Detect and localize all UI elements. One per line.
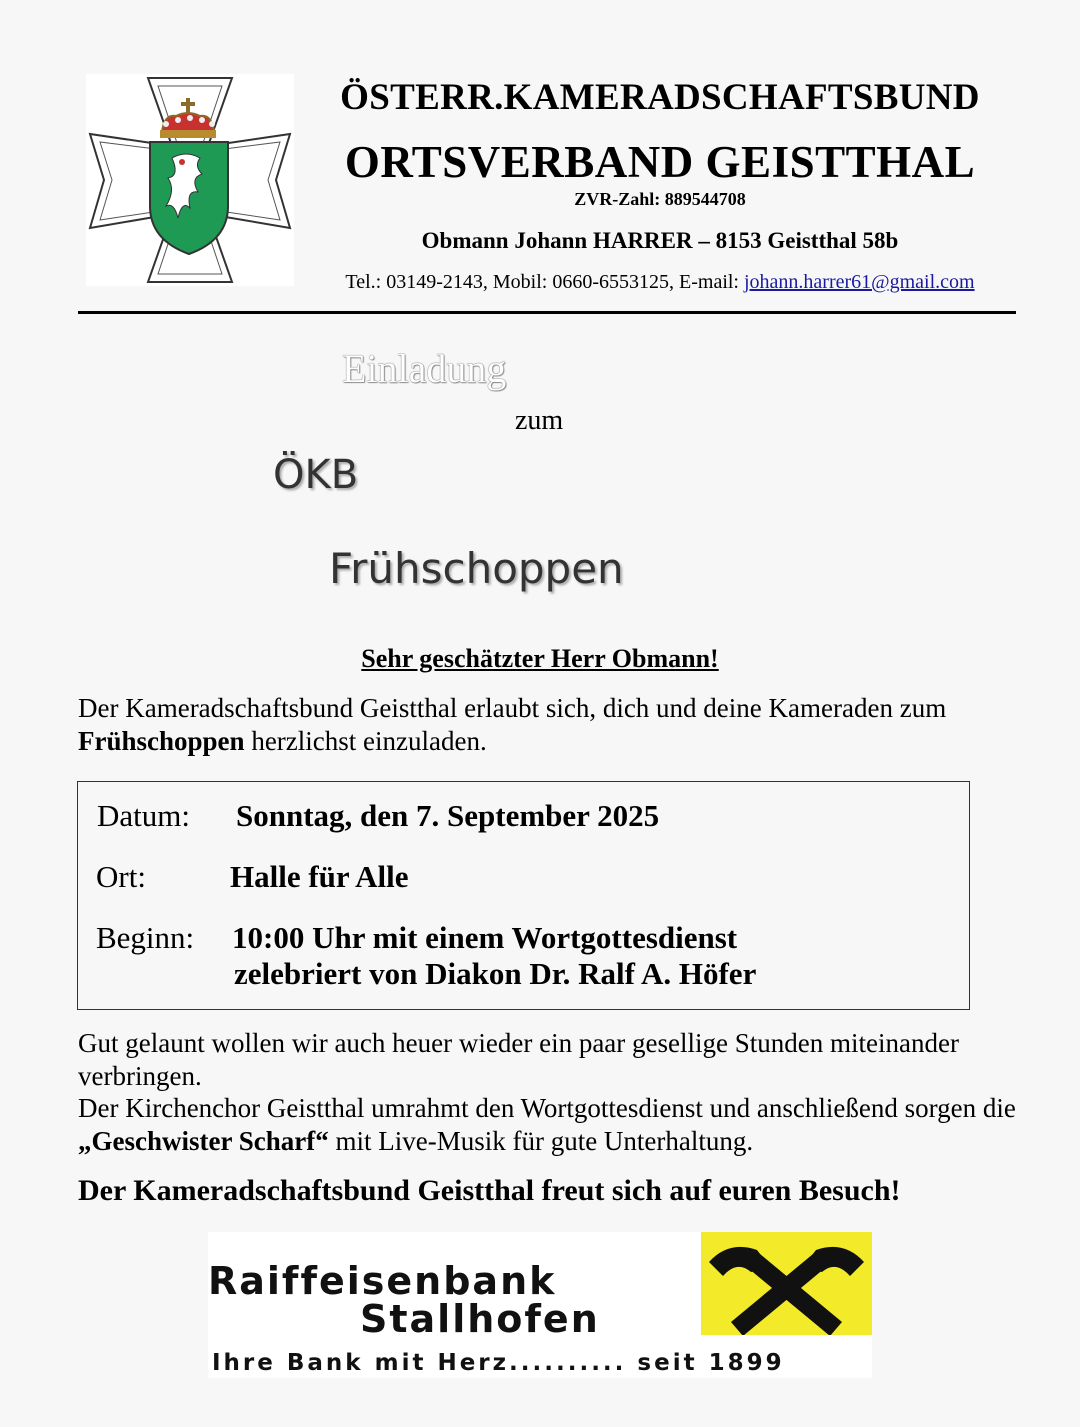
org-title-line1: ÖSTERR.KAMERADSCHAFTSBUND: [340, 77, 980, 118]
bank-name-line2: Stallhofen: [360, 1297, 600, 1341]
cross-shield-icon: [86, 74, 294, 286]
beginn-value-line2: zelebriert von Diakon Dr. Ralf A. Höfer: [234, 956, 757, 991]
mood-paragraph: Gut gelaunt wollen wir auch heuer wieder ein paar gesellige Stunden miteinander verbringen.: [78, 1028, 959, 1091]
greeting-text: Sehr geschätzter Herr Obmann!: [361, 644, 719, 673]
intro-paragraph: [78, 692, 1018, 758]
raiffeisen-gable-icon: [701, 1232, 872, 1335]
intro-text-b: herzlichst einzuladen.: [244, 726, 487, 756]
bank-name: [208, 1259, 668, 1341]
intro-text-a: Der Kameradschaftsbund Geistthal erlaubt sich, dich und deine Kameraden zum: [78, 693, 947, 723]
beginn-label: Beginn:: [96, 920, 195, 955]
music-text-a: Der Kirchenchor Geistthal umrahmt den Wortgottesdienst und anschließend sorgen die: [78, 1093, 1016, 1123]
greeting-heading: [0, 644, 1080, 674]
bank-slogan: Ihre Bank mit Herz.......... seit 1899: [212, 1350, 785, 1376]
okb-cross-logo: [86, 74, 294, 286]
ort-value: Halle für Alle: [230, 859, 409, 894]
einladung-title: Einladung: [342, 346, 507, 391]
zum-text: zum: [515, 405, 564, 436]
email-link[interactable]: johann.harrer61@gmail.com: [744, 271, 975, 293]
datum-label: Datum:: [97, 798, 190, 833]
obmann-address: Obmann Johann HARRER – 8153 Geistthal 58b: [421, 228, 899, 253]
ort-label: Ort:: [96, 859, 146, 894]
music-bold: „Geschwister Scharf“: [78, 1126, 329, 1156]
bank-name-line1: Raiffeisenbank: [208, 1259, 557, 1303]
zvr-number: ZVR-Zahl: 889544708: [574, 189, 746, 209]
intro-bold: Frühschoppen: [78, 726, 245, 756]
header-divider: [78, 311, 1016, 314]
music-text-b: mit Live-Musik für gute Unterhaltung.: [328, 1126, 754, 1156]
fruehschoppen-title: Frühschoppen: [329, 544, 624, 593]
beginn-value-line1: 10:00 Uhr mit einem Wortgottesdienst: [232, 920, 738, 955]
contact-phone-text: Tel.: 03149-2143, Mobil: 0660-6553125, E-mail:: [345, 271, 744, 293]
okb-title: ÖKB: [273, 452, 359, 498]
sponsor-banner: [208, 1232, 872, 1378]
music-paragraph: [78, 1092, 1018, 1158]
closing-line: Der Kameradschaftsbund Geistthal freut sich auf euren Besuch!: [78, 1174, 901, 1207]
contact-line: [300, 271, 1020, 294]
datum-value: Sonntag, den 7. September 2025: [236, 798, 660, 833]
org-title-line2: ORTSVERBAND GEISTTHAL: [344, 137, 976, 187]
